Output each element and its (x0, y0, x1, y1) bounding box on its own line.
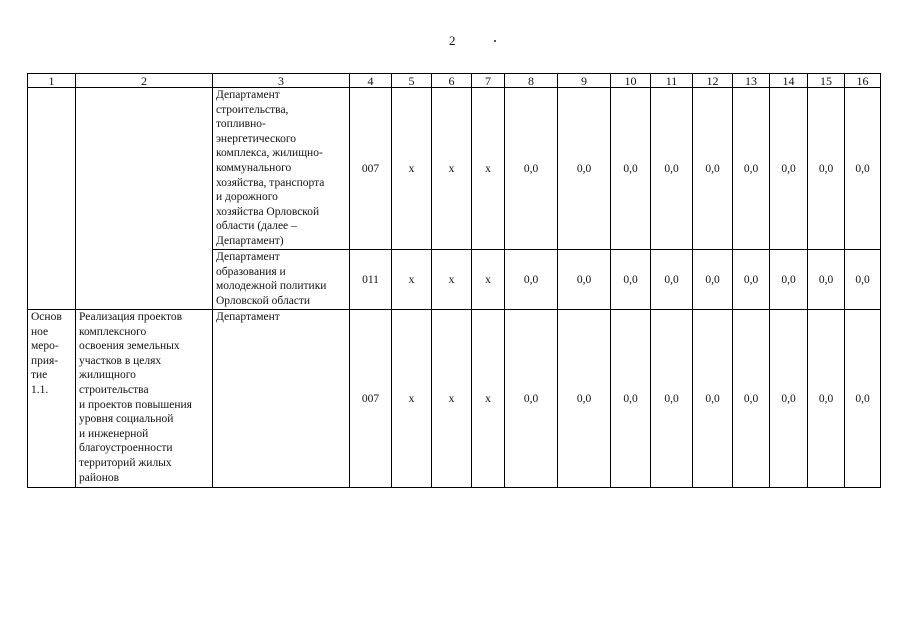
value-cell: 0,0 (770, 88, 808, 250)
value-cell: 0,0 (845, 250, 881, 310)
value-cell: x (432, 310, 472, 488)
header-cell: 8 (505, 74, 558, 88)
value-cell: 0,0 (693, 310, 733, 488)
value-cell: x (472, 250, 505, 310)
value-cell: 0,0 (611, 310, 651, 488)
value-cell: x (472, 310, 505, 488)
executor-cell: Департамент строительства, топливно- энергетического комплекса, жилищно- коммунального хозяйства, транспорта и дорожного хозяйства Орловской области (далее – Департамент) (213, 88, 350, 250)
value-cell: x (392, 88, 432, 250)
value-cell: 0,0 (808, 88, 845, 250)
value-cell: 0,0 (651, 88, 693, 250)
value-cell: 0,0 (651, 310, 693, 488)
header-cell: 1 (28, 74, 76, 88)
value-cell: 0,0 (651, 250, 693, 310)
header-cell: 4 (350, 74, 392, 88)
value-cell: 0,0 (808, 310, 845, 488)
value-cell: 007 (350, 88, 392, 250)
value-cell: 0,0 (845, 310, 881, 488)
header-cell: 14 (770, 74, 808, 88)
value-cell: 0,0 (770, 310, 808, 488)
value-cell: 0,0 (808, 250, 845, 310)
value-cell: 0,0 (733, 250, 770, 310)
measure-label-cell (28, 88, 76, 310)
header-cell: 6 (432, 74, 472, 88)
header-cell: 5 (392, 74, 432, 88)
measure-name-cell: Реализация проектов комплексного освоения земельных участков в целях жилищного строительства и проектов повышения уровня социальной и инженерной благоустроенности территорий жилых районов (76, 310, 213, 488)
value-cell: 0,0 (733, 88, 770, 250)
header-cell: 10 (611, 74, 651, 88)
header-cell: 15 (808, 74, 845, 88)
measure-name-cell (76, 88, 213, 310)
value-cell: 0,0 (505, 250, 558, 310)
header-cell: 3 (213, 74, 350, 88)
header-cell: 16 (845, 74, 881, 88)
value-cell: 0,0 (505, 88, 558, 250)
header-cell: 7 (472, 74, 505, 88)
page-number: 2 (449, 33, 456, 48)
value-cell: x (392, 250, 432, 310)
value-cell: 0,0 (558, 250, 611, 310)
value-cell: 0,0 (733, 310, 770, 488)
value-cell: 011 (350, 250, 392, 310)
budget-table (27, 73, 881, 488)
header-cell: 12 (693, 74, 733, 88)
value-cell: x (432, 88, 472, 250)
header-cell: 9 (558, 74, 611, 88)
scan-speck (494, 40, 496, 42)
value-cell: 0,0 (505, 310, 558, 488)
value-cell: x (432, 250, 472, 310)
value-cell: 0,0 (770, 250, 808, 310)
value-cell: 0,0 (558, 88, 611, 250)
value-cell: 0,0 (611, 250, 651, 310)
measure-label-cell: Основ ное меро- прия- тие 1.1. (28, 310, 76, 488)
value-cell: 0,0 (558, 310, 611, 488)
value-cell: x (472, 88, 505, 250)
value-cell: 0,0 (845, 88, 881, 250)
table-header-row (28, 74, 881, 88)
value-cell: 0,0 (611, 88, 651, 250)
table-row (28, 88, 881, 250)
executor-cell: Департамент образования и молодежной политики Орловской области (213, 250, 350, 310)
value-cell: 007 (350, 310, 392, 488)
value-cell: x (392, 310, 432, 488)
executor-cell: Департамент (213, 310, 350, 488)
value-cell: 0,0 (693, 88, 733, 250)
value-cell: 0,0 (693, 250, 733, 310)
header-cell: 13 (733, 74, 770, 88)
header-cell: 2 (76, 74, 213, 88)
header-cell: 11 (651, 74, 693, 88)
table-row (28, 310, 881, 488)
